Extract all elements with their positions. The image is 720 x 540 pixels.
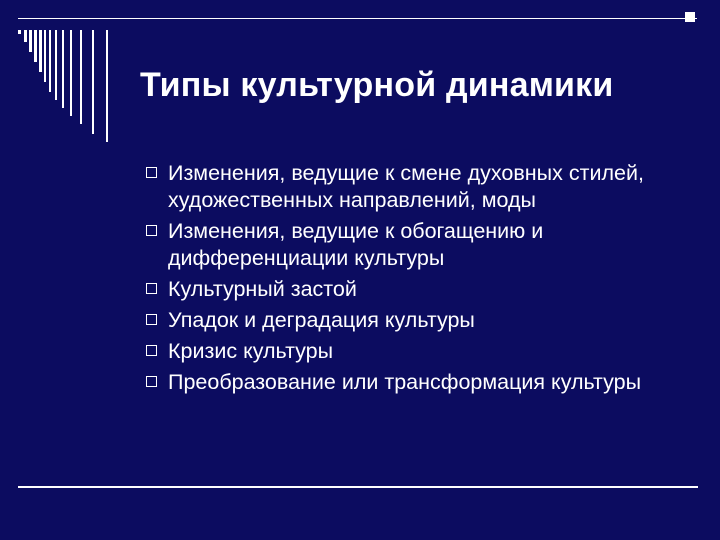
hollow-square-icon [146, 225, 157, 236]
decorative-bar [55, 30, 57, 100]
bullet-item [146, 218, 686, 272]
bullet-list [146, 160, 686, 400]
decorative-bar [34, 30, 37, 62]
bottom-divider-line [18, 486, 698, 488]
decorative-bar [18, 30, 21, 34]
bullet-item [146, 338, 686, 365]
hollow-square-icon [146, 314, 157, 325]
hollow-square-icon [146, 345, 157, 356]
bullet-item [146, 307, 686, 334]
decorative-bar [49, 30, 51, 92]
decorative-bar [92, 30, 94, 134]
corner-square-icon [685, 12, 695, 22]
decorative-bar [24, 30, 27, 42]
bullet-text: Изменения, ведущие к обогащению и дифференциации культуры [168, 219, 544, 270]
bullet-text: Преобразование или трансформация культуры [168, 370, 642, 394]
decorative-bar [70, 30, 72, 116]
bullet-item [146, 276, 686, 303]
decorative-bar [39, 30, 42, 72]
bullet-text: Изменения, ведущие к смене духовных стилей, художественных направлений, моды [168, 161, 644, 212]
decorative-bar [44, 30, 46, 82]
decorative-bar [62, 30, 64, 108]
bullet-item [146, 369, 686, 396]
bullet-item [146, 160, 686, 214]
top-divider-line [18, 18, 697, 19]
decorative-bar [29, 30, 32, 52]
hollow-square-icon [146, 167, 157, 178]
decorative-bars [18, 30, 118, 145]
bullet-text: Кризис культуры [168, 339, 334, 363]
decorative-bar [80, 30, 82, 124]
hollow-square-icon [146, 376, 157, 387]
decorative-bar [106, 30, 108, 142]
bullet-text: Упадок и деградация культуры [168, 308, 475, 332]
slide-title: Типы культурной динамики [140, 66, 614, 104]
bullet-text: Культурный застой [168, 277, 357, 301]
hollow-square-icon [146, 283, 157, 294]
